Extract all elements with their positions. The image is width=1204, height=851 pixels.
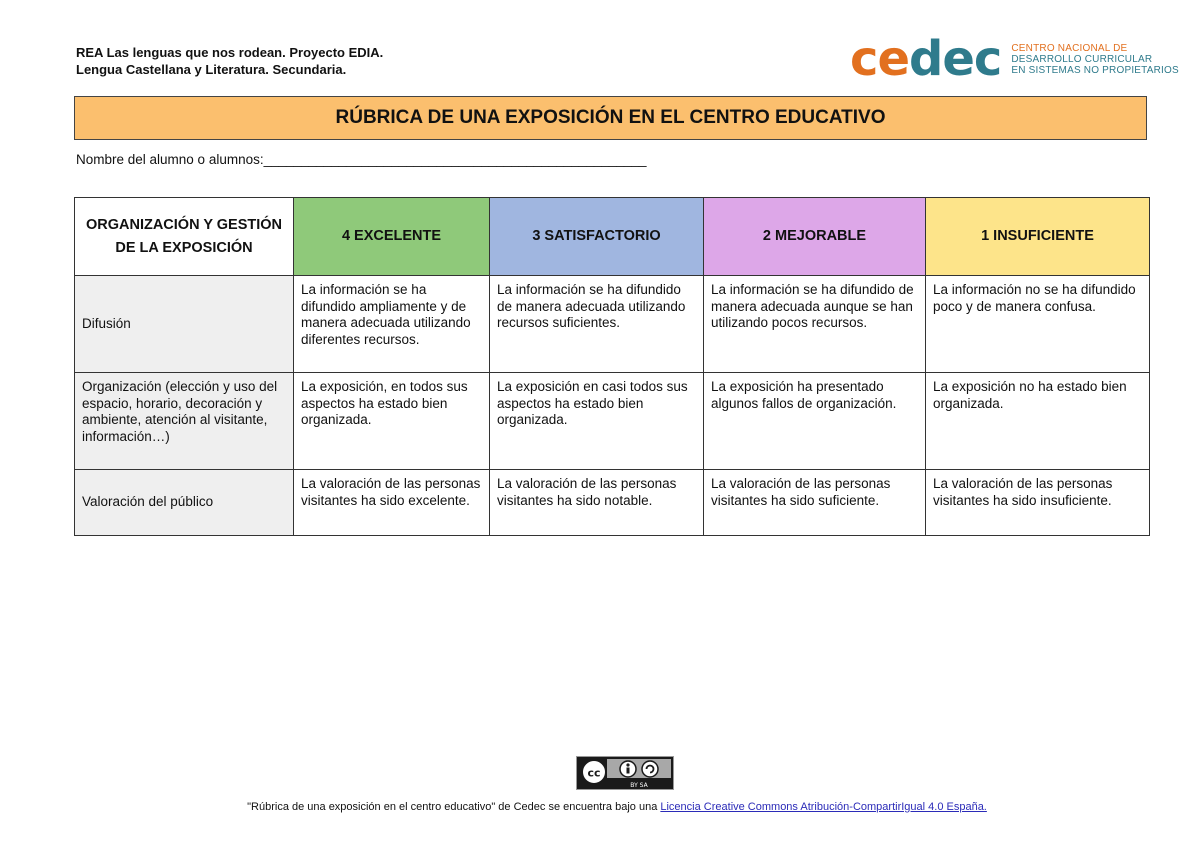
cc-license-icon: [577, 757, 673, 789]
level-header-excelente: 4 EXCELENTE: [294, 198, 490, 276]
cc-by-sa-badge[interactable]: [576, 756, 674, 790]
table-cell: La información se ha difundido ampliamente y de manera adecuada utilizando diferentes recursos.: [294, 276, 490, 373]
table-cell: La valoración de las personas visitantes ha sido suficiente.: [704, 470, 926, 536]
page-title: RÚBRICA DE UNA EXPOSICIÓN EN EL CENTRO EDUCATIVO: [74, 96, 1147, 140]
header-line-1: REA Las lenguas que nos rodean. Proyecto EDIA.: [76, 45, 384, 60]
license-link[interactable]: Licencia Creative Commons Atribución-CompartirIgual 4.0 España.: [660, 801, 987, 813]
cedec-logo: [850, 31, 1179, 87]
cedec-logo-word: cedec: [850, 31, 1002, 87]
criterion-header: ORGANIZACIÓN Y GESTIÓN DE LA EXPOSICIÓN: [75, 198, 294, 276]
table-cell: La exposición, en todos sus aspectos ha estado bien organizada.: [294, 373, 490, 470]
table-cell: La exposición no ha estado bien organizada.: [926, 373, 1150, 470]
table-cell: La valoración de las personas visitantes ha sido excelente.: [294, 470, 490, 536]
cc-badge-label: BY SA: [630, 782, 648, 789]
license-attribution: "Rúbrica de una exposición en el centro educativo" de Cedec se encuentra bajo una: [247, 801, 661, 813]
rubric-table: [74, 197, 1150, 536]
table-row: [75, 373, 1150, 470]
table-row: [75, 470, 1150, 536]
level-header-mejorable: 2 MEJORABLE: [704, 198, 926, 276]
cedec-logo-tagline: CENTRO NACIONAL DE DESARROLLO CURRICULAR EN SISTEMAS NO PROPIETARIOS: [1011, 42, 1179, 76]
level-header-satisfactorio: 3 SATISFACTORIO: [490, 198, 704, 276]
table-cell: La valoración de las personas visitantes ha sido notable.: [490, 470, 704, 536]
criterion-difusion: Difusión: [75, 276, 294, 373]
student-name-line: Nombre del alumno o alumnos:___________________________________________________: [76, 152, 647, 167]
header-line-2: Lengua Castellana y Literatura. Secundaria.: [76, 62, 347, 77]
table-cell: La valoración de las personas visitantes ha sido insuficiente.: [926, 470, 1150, 536]
document-header: [76, 44, 383, 78]
criterion-organizacion: Organización (elección y uso del espacio, horario, decoración y ambiente, atención al visitante, información…): [75, 373, 294, 470]
table-row: [75, 276, 1150, 373]
table-cell: La exposición en casi todos sus aspectos ha estado bien organizada.: [490, 373, 704, 470]
table-cell: La exposición ha presentado algunos fallos de organización.: [704, 373, 926, 470]
rubric-header-row: [75, 198, 1150, 276]
criterion-valoracion: Valoración del público: [75, 470, 294, 536]
table-cell: La información se ha difundido de manera adecuada utilizando recursos suficientes.: [490, 276, 704, 373]
level-header-insuficiente: 1 INSUFICIENTE: [926, 198, 1150, 276]
license-footer: [0, 801, 1204, 813]
table-cell: La información se ha difundido de manera adecuada aunque se han utilizando pocos recursos.: [704, 276, 926, 373]
svg-text:cc: cc: [587, 766, 601, 780]
table-cell: La información no se ha difundido poco y de manera confusa.: [926, 276, 1150, 373]
